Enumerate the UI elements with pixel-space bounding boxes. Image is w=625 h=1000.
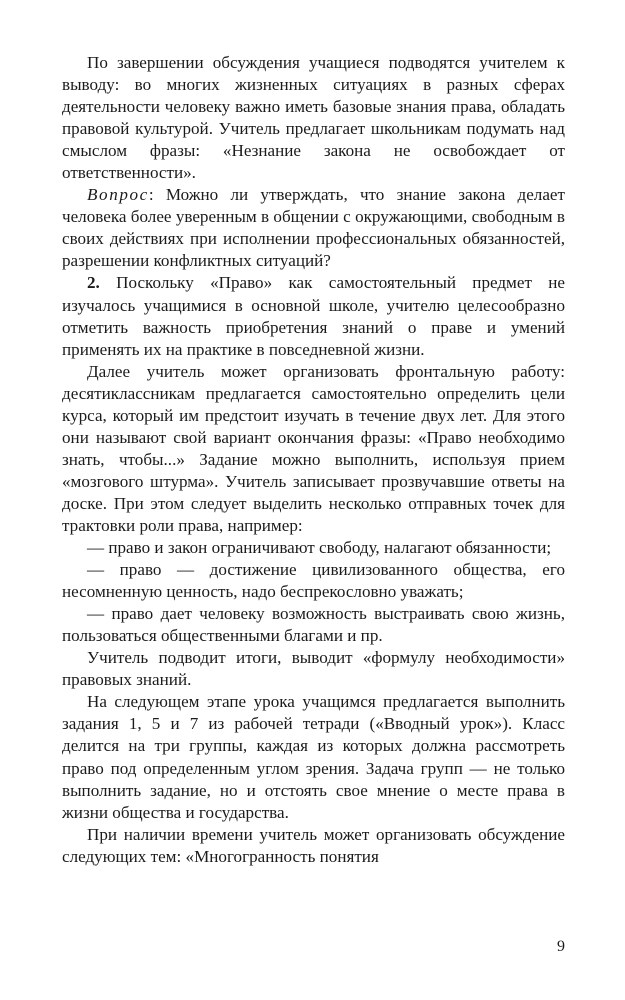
question-body: Можно ли утверждать, что знание закона делает человека более уверенным в общении с окружающими, свободным в своих действиях при исполнении профессиональных обязанностей, разрешении конфликтных ситуаций?: [62, 185, 565, 271]
dash-list-item-1: — право и закон ограничивают свободу, налагают обязанности;: [87, 538, 552, 558]
paragraph-10: При наличии времени учитель может организовать обсуждение следующих тем: «Многогранность понятия: [62, 824, 565, 866]
paragraph-9: На следующем этапе урока учащимся предлагается выполнить задания 1, 5 и 7 из рабочей тетради («Вводный урок»). Класс делится на три группы, каждая из которых должна рассмотреть право под определенным углом зрения. Задача групп — не только выполнить задание, но и отстоять свое мнение о месте права в жизни общества и государства.: [62, 692, 565, 822]
dash-list-item-3: — право дает человеку возможность выстраивать свою жизнь, пользоваться общественными благами и пр.: [62, 604, 565, 646]
item-number-2: 2.: [87, 273, 100, 293]
item-2-body: Поскольку «Право» как самостоятельный предмет не изучалось учащимися в основной школе, учителю целесообразно отметить важность приобретения знаний о праве и умений применять их на практике в повседневной жизни.: [62, 273, 565, 359]
paragraph-2-question: [62, 184, 565, 272]
dash-list-item-2: — право — достижение цивилизованного общества, его несомненную ценность, надо беспрекословно уважать;: [62, 560, 565, 602]
question-label: Вопрос: [87, 185, 149, 205]
paragraph-8: Учитель подводит итоги, выводит «формулу необходимости» правовых знаний.: [62, 648, 565, 690]
paragraph-3-item-2: [62, 272, 565, 360]
paragraph-4: Далее учитель может организовать фронтальную работу: десятиклассникам предлагается самостоятельно определить цели курса, который им предстоит изучать в течение двух лет. Для этого они называют свой вариант окончания фразы: «Право необходимо знать, чтобы...» Задание можно выполнить, используя прием «мозгового штурма». Учитель записывает прозвучавшие ответы на доске. При этом следует выделить несколько отправных точек для трактовки роли права, например:: [62, 361, 565, 535]
text-column: [62, 52, 565, 868]
paragraph-1: По завершении обсуждения учащиеся подводятся учителем к выводу: во многих жизненных ситуациях в разных сферах деятельности человеку важно иметь базовые знания права, обладать правовой культурой. Учитель предлагает школьникам подумать над смыслом фразы: «Незнание закона не освобождает от ответственности».: [62, 53, 565, 183]
question-separator: :: [148, 185, 154, 205]
page-number: 9: [557, 938, 565, 955]
